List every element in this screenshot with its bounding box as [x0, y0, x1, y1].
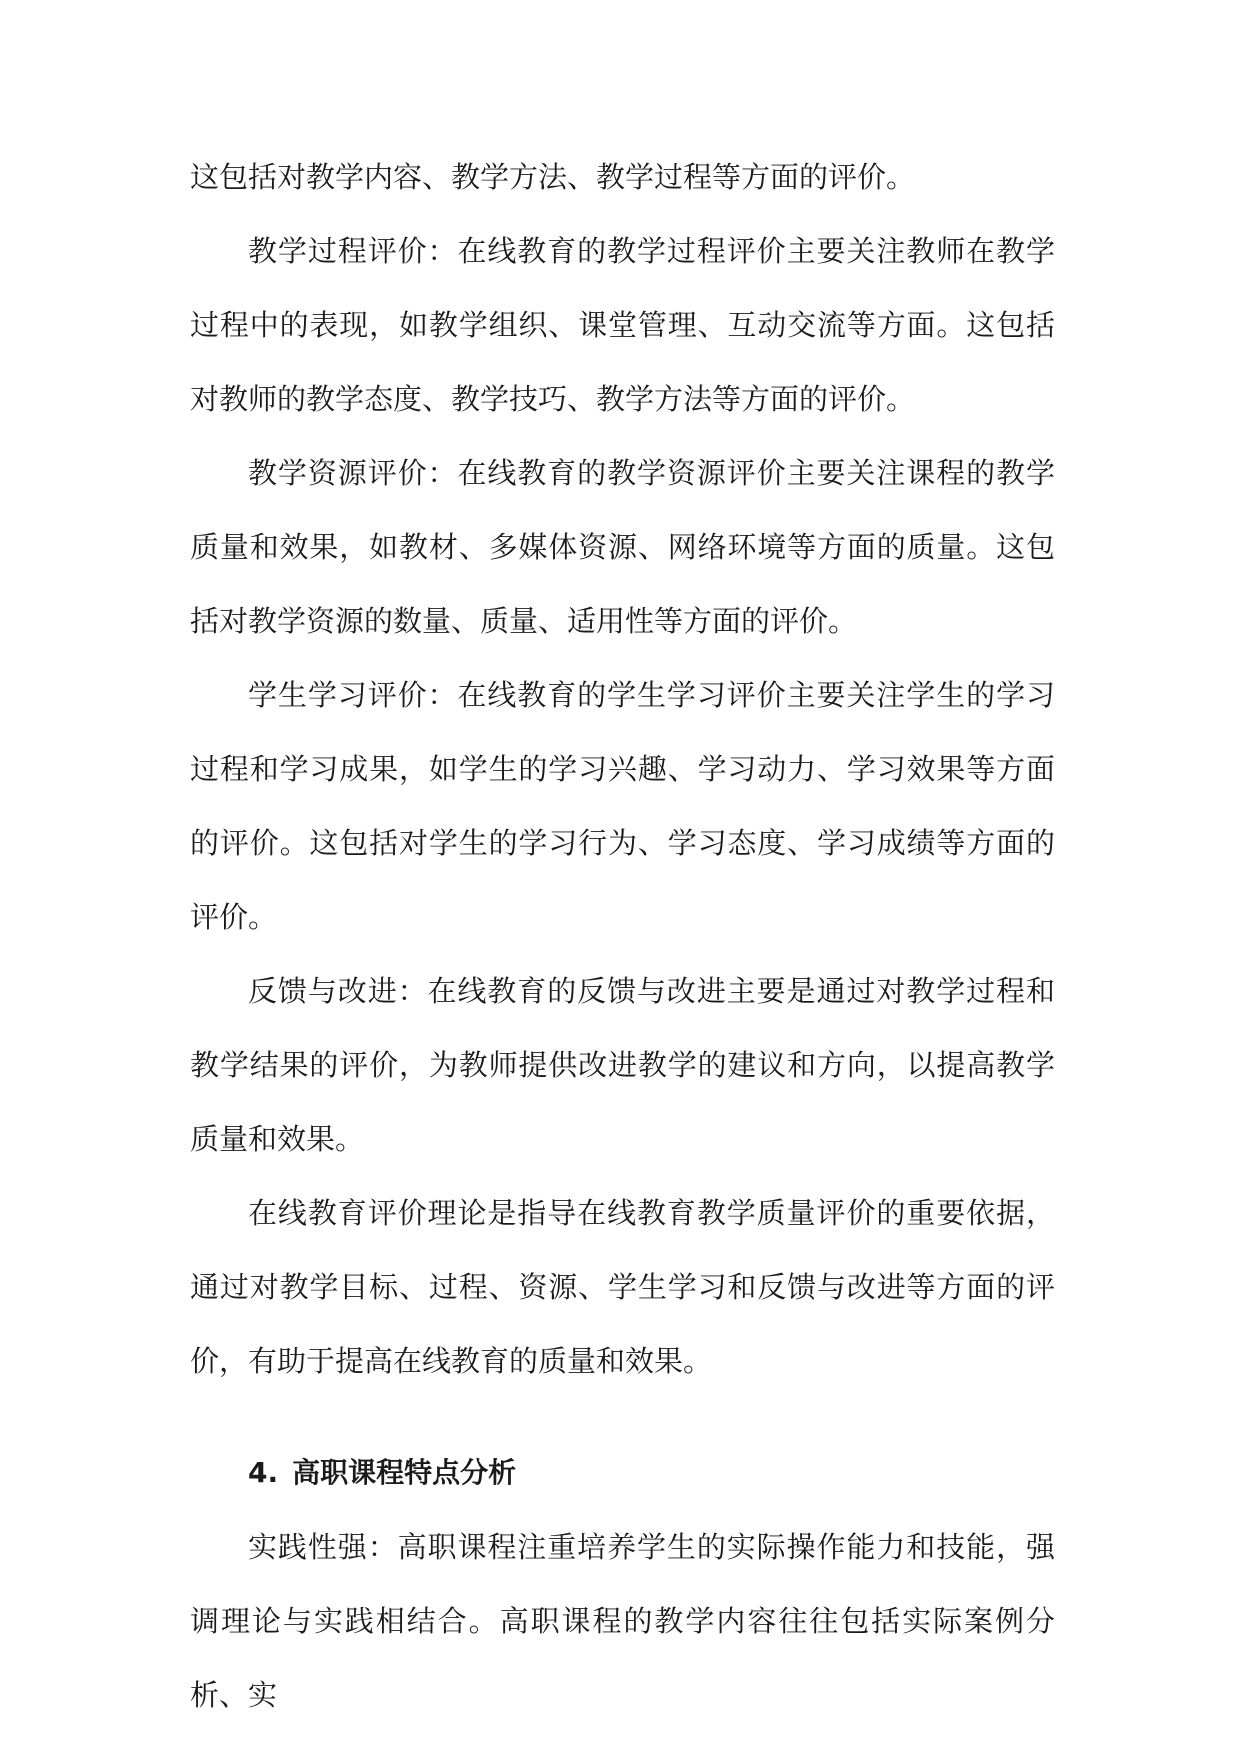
- paragraph-practicality: 实践性强：高职课程注重培养学生的实际操作能力和技能，强调理论与实践相结合。高职课程的教学内容往往包括实际案例分析、实: [190, 1530, 1055, 1712]
- section-heading: [190, 1436, 1055, 1510]
- paragraph-teaching-process-evaluation: 教学过程评价：在线教育的教学过程评价主要关注教师在教学过程中的表现，如教学组织、课堂管理、互动交流等方面。这包括对教师的教学态度、教学技巧、教学方法等方面的评价。: [190, 234, 1055, 416]
- paragraph-teaching-resource-evaluation: 教学资源评价：在线教育的教学资源评价主要关注课程的教学质量和效果，如教材、多媒体资源、网络环境等方面的质量。这包括对教学资源的数量、质量、适用性等方面的评价。: [190, 456, 1055, 638]
- paragraph-continuation: 这包括对教学内容、教学方法、教学过程等方面的评价。: [190, 160, 916, 194]
- paragraph-evaluation-theory-summary: 在线教育评价理论是指导在线教育教学质量评价的重要依据，通过对教学目标、过程、资源、学生学习和反馈与改进等方面的评价，有助于提高在线教育的质量和效果。: [190, 1196, 1055, 1378]
- section-title: 高职课程特点分析: [292, 1456, 517, 1489]
- paragraph-feedback-improvement: 反馈与改进：在线教育的反馈与改进主要是通过对教学过程和教学结果的评价，为教师提供改进教学的建议和方向，以提高教学质量和效果。: [190, 974, 1055, 1156]
- body-text: [190, 140, 1055, 1732]
- paragraph-student-learning-evaluation: 学生学习评价：在线教育的学生学习评价主要关注学生的学习过程和学习成果，如学生的学习兴趣、学习动力、学习效果等方面的评价。这包括对学生的学习行为、学习态度、学习成绩等方面的评价。: [190, 678, 1055, 934]
- section-number: 4.: [248, 1456, 279, 1489]
